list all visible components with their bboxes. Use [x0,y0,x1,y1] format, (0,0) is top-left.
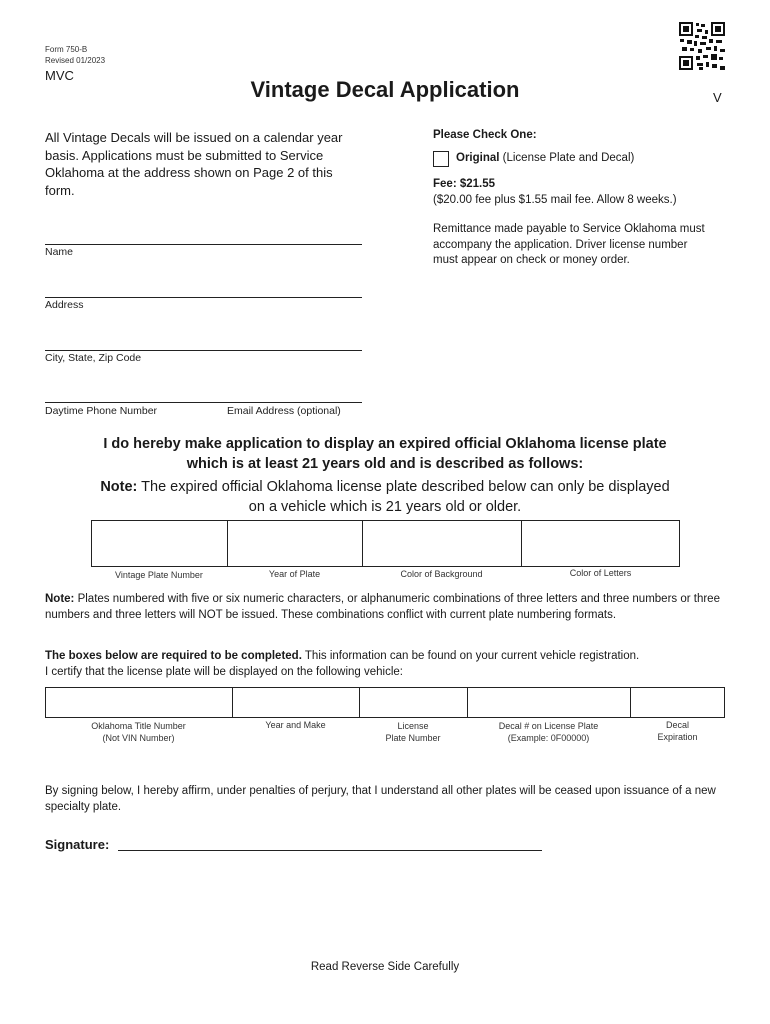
original-option-rest: (License Plate and Decal) [499,152,635,164]
revised-date: Revised 01/2023 [45,56,106,65]
declaration-note-line-1 [0,479,770,495]
plate-label-vintage-number: Vintage Plate Number [115,570,203,580]
vehicle-label-decal-expiration-line-2: Expiration [657,732,698,742]
declaration-note-line-2: on a vehicle which is 21 years old or older. [248,499,522,515]
declaration-note-rest: The expired official Oklahoma license plate described below can only be displayed [137,479,670,495]
vehicle-label-year-make-line-1: Year and Make [265,720,326,730]
color-of-letters-box[interactable] [522,521,679,566]
footer-note: Read Reverse Side Carefully [310,961,460,973]
vehicle-label-decal-number-line-1: Decal # on License Plate [498,721,599,731]
signature-label: Signature: [45,837,110,852]
remittance-text: Remittance made payable to Service Oklahoma must accompany the application. Driver license number must appear on check or money order. [433,223,705,266]
phone-email-field[interactable] [45,402,362,403]
original-option-label [456,152,634,164]
address-field[interactable] [45,297,362,298]
vehicle-label-decal-number [467,720,630,744]
vehicle-label-license-plate [359,720,467,744]
email-label: Email Address (optional) [227,405,341,417]
vehicle-label-title-number-line-2: (Not VIN Number) [102,733,175,743]
required-boxes-bold: The boxes below are required to be completed. [45,650,302,662]
vehicle-label-year-make [232,719,359,731]
vehicle-info-boxes [45,687,725,718]
vehicle-label-title-number-line-1: Oklahoma Title Number [91,721,186,731]
plate-format-note [45,592,735,623]
title-number-box[interactable] [46,688,233,717]
perjury-affirmation: By signing below, I hereby affirm, under penalties of perjury, that I understand all other plates will be ceased upon issuance of a new specialty plate. [45,785,716,813]
agency-code: MVC [45,68,74,83]
form-number: Form 750-B [45,45,88,54]
certify-text: I certify that the license plate will be displayed on the following vehicle: [45,666,403,678]
intro-paragraph: All Vintage Decals will be issued on a calendar year basis. Applications must be submitted to Service Oklahoma at the address shown on Page 2 of this form. [45,130,343,198]
fee-detail: ($20.00 fee plus $1.55 mail fee. Allow 8 weeks.) [433,194,677,206]
required-boxes-rest: This information can be found on your current vehicle registration. [301,650,640,662]
address-label: Address [45,299,84,311]
decal-number-box[interactable] [468,688,631,717]
plate-format-note-bold: Note: [45,593,75,605]
plate-info-boxes [91,520,680,567]
declaration-note-bold: Note: [100,479,138,495]
license-plate-number-box[interactable] [360,688,468,717]
page-title: Vintage Decal Application [250,77,520,102]
declaration-line-2: which is at least 21 years old and is described as follows: [186,456,584,472]
signature-line[interactable] [118,850,542,851]
check-heading: Please Check One: [433,129,537,141]
name-label: Name [45,246,74,258]
vehicle-label-decal-expiration-line-1: Decal [665,720,689,730]
plate-format-note-text: Plates numbered with five or six numeric characters, or alphanumeric combinations of three letters and three numbers or three numbers and three letters will NOT be issued. These combinations conflict with current plate numbering formats. [45,593,720,621]
year-make-box[interactable] [233,688,360,717]
vintage-plate-number-box[interactable] [92,521,228,566]
phone-label: Daytime Phone Number [45,405,158,417]
vehicle-label-license-plate-line-2: Plate Number [385,733,441,743]
decal-expiration-box[interactable] [631,688,724,717]
fee-amount: Fee: $21.55 [433,178,496,190]
vehicle-label-license-plate-line-1: License [397,721,429,731]
name-field[interactable] [45,244,362,245]
qr-code-icon [679,22,725,70]
year-of-plate-box[interactable] [228,521,363,566]
original-checkbox[interactable] [433,151,449,167]
vehicle-label-decal-expiration [630,719,725,743]
city-state-zip-label: City, State, Zip Code [45,352,142,364]
corner-letter: V [713,90,722,105]
declaration-line-1: I do hereby make application to display an expired official Oklahoma license plate [103,436,667,452]
vehicle-label-title-number [45,720,232,744]
required-boxes-text [45,650,745,662]
vehicle-label-decal-number-line-2: (Example: 0F00000) [507,733,590,743]
color-of-background-box[interactable] [363,521,522,566]
plate-label-background-color: Color of Background [400,569,483,579]
original-option-bold: Original [456,152,500,164]
plate-label-letter-color: Color of Letters [569,568,632,578]
city-state-zip-field[interactable] [45,350,362,351]
plate-label-year: Year of Plate [268,569,321,579]
